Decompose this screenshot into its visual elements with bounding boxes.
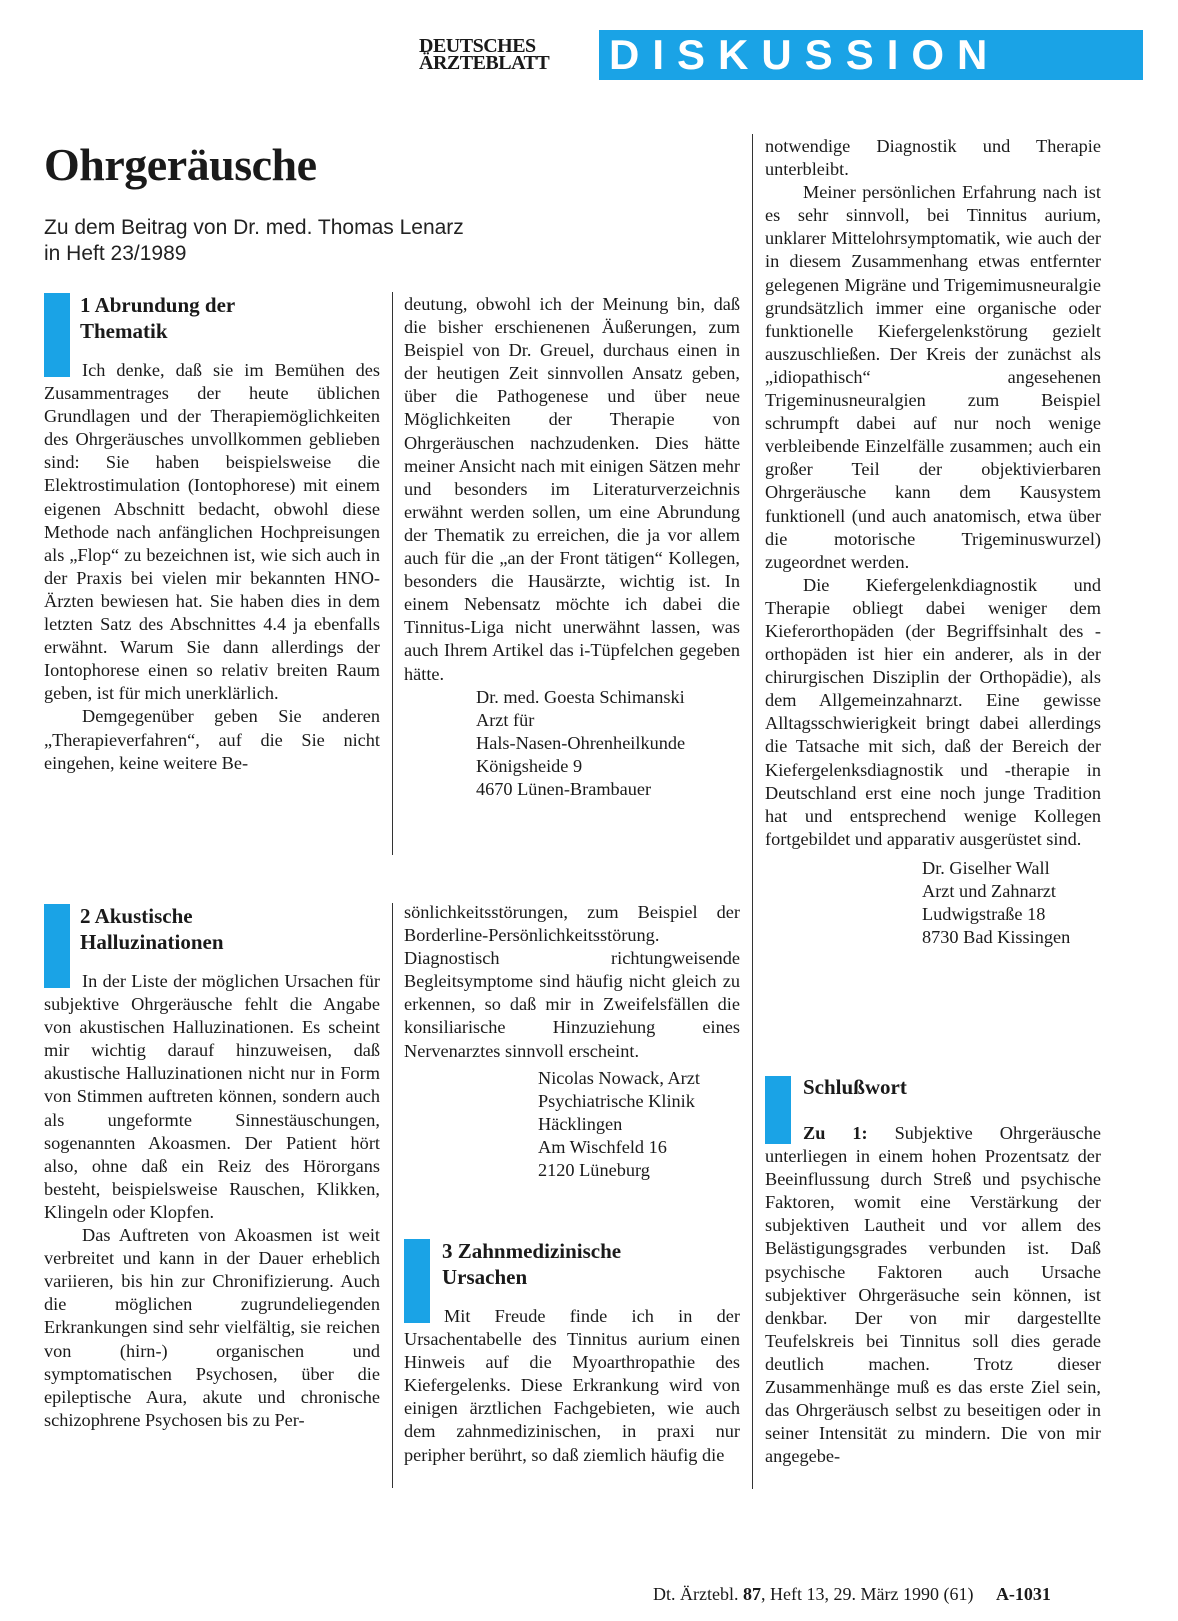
page-number: A-1031 xyxy=(995,1584,1051,1604)
paragraph: Mit Freude finde ich in der Ursachentabelle des Tinnitus aurium einen Hinweis auf die Myoarthropathie des Kiefergelenks. Diese Erkrankung wird von einigen ärztlichen Fachgebieten, wie auch dem zahnmedizinischen, in praxi nur peripher berührt, so daß ziemlich häufig die xyxy=(404,1306,740,1465)
section-1-column-1 xyxy=(44,359,380,775)
journal-name-line2: ÄRZTEBLATT xyxy=(419,52,550,74)
citation-volume: 87 xyxy=(742,1584,761,1604)
subtitle-line2: in Heft 23/1989 xyxy=(44,242,187,265)
column-rule xyxy=(392,292,393,855)
citation-prefix: Dt. Ärztebl. xyxy=(653,1584,743,1604)
section-3-column-2 xyxy=(404,1305,740,1467)
paragraph: notwendige Diagnostik und Therapie unterbleibt. xyxy=(765,136,1101,180)
reply-text xyxy=(765,1122,1101,1468)
paragraph: deutung, obwohl ich der Meinung bin, daß die bisher erschienenen Äußerungen, zum Beispiel von Dr. Greuel, durchaus einen in der heutigen Zeit sinnvollen Ansatz geben, über die Pathogenese und über neue Möglichkeiten der Therapie von Ohrgeräuschen nachzudenken. Dies hätte meiner Ansicht nach mit einigen Sätzen mehr und besonders im Literaturverzeichnis erwähnt werden sollen, um eine Abrundung der Thematik zu erreichen, die ja vor allem auch für die „an der Front tätigen“ Kollegen, besonders die Hausärzte, wichtig ist. In einem Nebensatz möchte ich dabei die Tinnitus-Liga nicht unerwähnt lassen, was auch Ihrem Artikel das i-Tüpfelchen gegeben hätte. xyxy=(404,294,740,684)
paragraph: Demgegenüber geben Sie anderen „Therapieverfahren“, auf die Sie nicht eingehen, keine weitere Be- xyxy=(44,706,380,773)
reply-heading: Schlußwort xyxy=(803,1075,907,1099)
section-heading-3: 3 Zahnmedizinische Ursachen xyxy=(442,1239,622,1289)
section-2-column-1 xyxy=(44,970,380,1432)
section-3-column-3 xyxy=(765,135,1101,949)
paragraph: Das Auftreten von Akoasmen ist weit verbreitet und kann in der Dauer erheblich variieren, bis hin zur Chronifizierung. Auch die möglichen zugrundeliegenden Erkrankungen sind sehr vielfältig, sie reichen von (hirn-) organischen und symptomatischen Psychosen, über die epileptische Aura, akute und chronische schizophrene Psychosen bis zu Per- xyxy=(44,1225,380,1430)
paragraph: Meiner persönlichen Erfahrung nach ist es sehr sinnvoll, bei Tinnitus aurium, unklarer Mittelohrsymptomatik, wie auch der in diesem Zusammenhang etwas entfernter gelegenen Migräne und Trigemimusneuralgie grundsätzlich immer eine organische oder funktionelle Kiefergelenkstörung gezielt auszuschließen. Der Kreis der zunächst als „idiopathisch“ angesehenen Trigeminusneuralgien zum Beispiel schrumpft dabei auf nur noch wenige verbleibende Einzelfälle zusammen; auch ein großer Teil der objektivierbaren Ohrgeräusche kann dem Kausystem funktionell (und auch anatomisch, etwa über die motorische Trigeminuswurzel) zugeordnet werden. xyxy=(765,182,1101,572)
section-2-column-2 xyxy=(404,901,740,1182)
journal-logo xyxy=(419,35,589,74)
page-footer xyxy=(653,1584,1051,1605)
author-signature: Dr. Giselher Wall Arzt und Zahnarzt Ludwigstraße 18 8730 Bad Kissingen xyxy=(922,857,1071,948)
column-rule xyxy=(392,903,393,1488)
section-heading-2: 2 Akustische Halluzinationen xyxy=(80,904,224,954)
paragraph: In der Liste der möglichen Ursachen für subjektive Ohrgeräusche fehlt die Angabe von akustischen Halluzinationen. Es scheint mir wichtig darauf hinzuweisen, daß akustische Halluzinationen nicht nur in Form von Stimmen auftreten können, sondern auch als ungeformte Sinnestäuschungen, sogenannten Akoasmen. Der Patient hört also, ohne daß ein Reiz des Hörorgans besteht, beispielsweise Rauschen, Klikken, Klingeln oder Klopfen. xyxy=(44,971,380,1222)
section-1-column-2 xyxy=(404,293,740,801)
section-heading-1: 1 Abrundung der Thematik xyxy=(80,293,236,343)
paragraph: Ich denke, daß sie im Bemühen des Zusammentrages der heute üblichen Grundlagen und der Therapiemöglichkeiten des Ohrgeräusches unvollkommen geblieben sind: Sie haben beispielsweise die Elektrostimulation (Iontophorese) mit einem eigenen Abschnitt bedacht, obwohl diese Methode nach anfänglichen Hochpreisungen als „Flop“ zu bezeichnen ist, wie sich auch in der Praxis bei vielen mir bekannten HNO-Ärzten bewiesen hat. Sie haben dies in dem letzten Satz des Abschnittes 4.4 ja ebenfalls erwähnt. Warum Sie dann allerdings der Iontophorese einen so relativ breiten Raum geben, ist für mich unerklärlich. xyxy=(44,360,380,704)
subtitle-line1: Zu dem Beitrag von Dr. med. Thomas Lenarz xyxy=(44,216,464,239)
paragraph: Die Kiefergelenkdiagnostik und Therapie obliegt dabei weniger dem Kieferorthopäden (der Begriffsinhalt des -orthopäden ist hier ein anderer, als in der chirurgischen Disziplin der Orthopädie), als dem Allgemeinzahnarzt. Eine gewisse Alltagsschwierigkeit bringt dabei allerdings die Tatsache mit sich, daß der Bereich der Kiefergelenksdiagnostik und -therapie in Deutschland erst eine noch junge Tradition hat und entsprechend wenige Kollegen fortgebildet und apparativ ausgerüstet sind. xyxy=(765,574,1101,849)
paragraph: Zu 1: Subjektive Ohrgeräusche unterliegen in einem hohen Prozentsatz der Beeinflussung durch Streß und psychische Faktoren, womit eine Verstärkung der subjektiven Lautheit und vor allem des Belästigungsgrades verbunden ist. Daß psychische Faktoren auch Ursache subjektiver Ohrgeräsuche sein können, ist denkbar. Der von mir dargestellte Teufelskreis bei Tinnitus soll dies gerade deutlich machen. Trotz dieser Zusammenhänge muß es das erste Ziel sein, das Ohrgeräusch selbst zu beseitigen oder in seiner Intensität zu mindern. Die von mir angegebe- xyxy=(765,1123,1101,1467)
journal-name-line1: DEUTSCHES xyxy=(419,35,536,57)
page-title: Ohrgeräusche xyxy=(44,139,317,190)
paragraph: sönlichkeitsstörungen, zum Beispiel der Borderline-Persönlichkeitsstörung. Diagnostisch richtungweisende Begleitsymptome sind häufig nicht gleich zu erkennen, so daß mir in Zweifelsfällen die konsiliarische Hinzuziehung eines Nervenarztes sinnvoll erscheint. xyxy=(404,902,740,1061)
reply-lead: Zu 1: xyxy=(803,1123,868,1143)
author-signature: Nicolas Nowack, Arzt Psychiatrische Klinik Häcklingen Am Wischfeld 16 2120 Lüneburg xyxy=(538,1067,700,1181)
section-banner: DISKUSSION xyxy=(599,30,1143,80)
page-subtitle xyxy=(44,215,644,267)
author-signature: Dr. med. Goesta Schimanski Arzt für Hals-Nasen-Ohrenheilkunde Königsheide 9 4670 Lünen-Brambauer xyxy=(476,686,686,799)
column-rule xyxy=(752,134,753,1489)
citation-details: , Heft 13, 29. März 1990 (61) xyxy=(760,1584,974,1604)
